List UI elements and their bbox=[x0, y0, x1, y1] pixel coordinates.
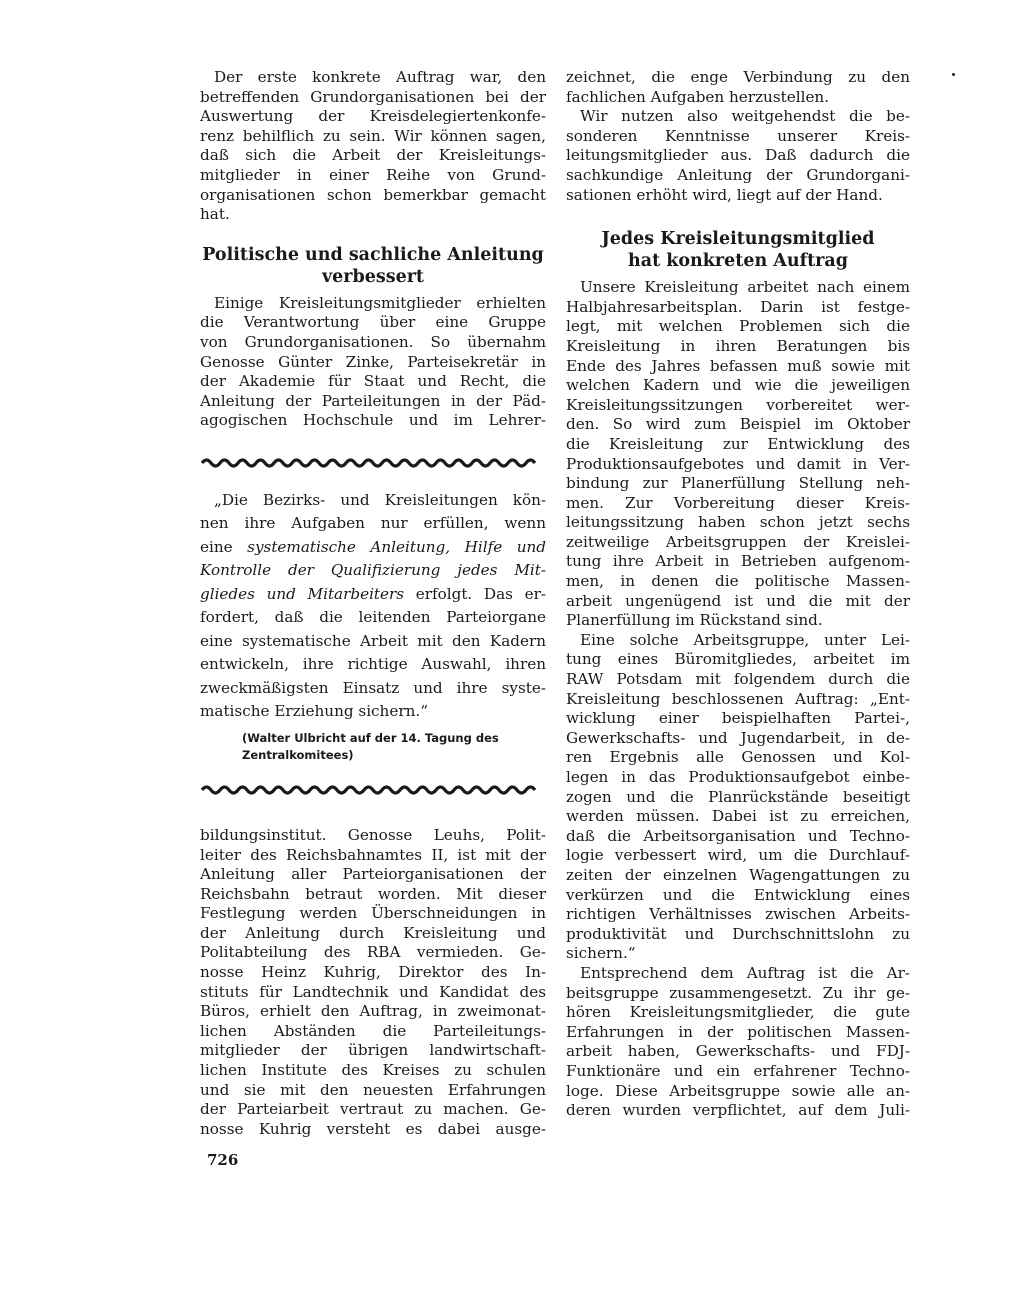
text-line: ren Ergebnis alle Genossen und Kol- bbox=[566, 748, 910, 767]
quote-line bbox=[200, 536, 546, 560]
text-line: Halbjahresarbeitsplan. Darin ist festge- bbox=[566, 297, 910, 316]
text-line: men, in denen die politische Massen- bbox=[566, 572, 910, 591]
text-line: renz behilflich zu sein. Wir können sagen, bbox=[200, 126, 546, 145]
text-line: Politabteilung des RBA vermieden. Ge- bbox=[200, 943, 546, 962]
text-line: arbeit ungenügend ist und die mit der bbox=[566, 591, 910, 610]
text-line: legt, mit welchen Problemen sich die bbox=[566, 317, 910, 336]
text-line: Funktionäre und ein erfahrener Techno- bbox=[566, 1061, 910, 1080]
paragraph bbox=[200, 826, 546, 1140]
text-line: sachkundige Anleitung der Grundorgani- bbox=[566, 165, 910, 184]
text-line: leitungsmitglieder aus. Daß dadurch die bbox=[566, 146, 910, 165]
ulbricht-quote bbox=[200, 489, 546, 764]
text-line: lichen Abständen die Parteileitungs- bbox=[200, 1021, 546, 1040]
text-line: wicklung einer beispielhaften Partei-, bbox=[566, 709, 910, 728]
wavy-divider-bottom bbox=[200, 784, 546, 796]
right-column bbox=[566, 68, 910, 1121]
text-line: Entsprechend dem Auftrag ist die Ar- bbox=[580, 963, 910, 982]
text-line: organisationen schon bemerkbar gemacht bbox=[200, 185, 546, 204]
paragraph bbox=[566, 68, 910, 107]
text-line: und sie mit den neuesten Erfahrungen bbox=[200, 1080, 546, 1099]
text-line: zeiten der einzelnen Wagengattungen zu bbox=[566, 865, 910, 884]
text-line: daß sich die Arbeit der Kreisleitungs- bbox=[200, 146, 546, 165]
text-line: sationen erhöht wird, liegt auf der Hand. bbox=[566, 185, 883, 204]
text-line: tung eines Büromitgliedes, arbeitet im bbox=[566, 650, 910, 669]
text-line: Planerfüllung im Rückstand sind. bbox=[566, 611, 823, 630]
text-line: sonderen Kenntnisse unserer Kreis- bbox=[566, 126, 910, 145]
paragraph bbox=[200, 68, 546, 225]
text-line: tung ihre Arbeit in Betrieben aufgenom- bbox=[566, 552, 910, 571]
paragraph bbox=[200, 294, 546, 431]
text-line: Wir nutzen also weitgehendst die be- bbox=[580, 107, 910, 126]
text-line: men. Zur Vorbereitung dieser Kreis- bbox=[566, 493, 910, 512]
quote-attribution: (Walter Ulbricht auf der 14. Tagung des bbox=[242, 730, 499, 745]
text-line: werden müssen. Dabei ist zu erreichen, bbox=[566, 807, 910, 826]
section-heading-politische-anleitung bbox=[200, 244, 546, 288]
text-line: loge. Diese Arbeitsgruppe sowie alle an- bbox=[566, 1081, 910, 1100]
text-line: Einige Kreisleitungsmitglieder erhielten bbox=[214, 293, 546, 312]
quote-attribution: Zentralkomitees) bbox=[242, 747, 354, 762]
paragraph bbox=[566, 278, 910, 631]
text-line: zogen und die Planrückstände beseitigt bbox=[566, 787, 910, 806]
text-line: zeichnet, die enge Verbindung zu den bbox=[566, 68, 910, 86]
heading-line: verbessert bbox=[321, 266, 425, 287]
heading-line: Jedes Kreisleitungsmitglied bbox=[601, 229, 875, 250]
text-line: daß die Arbeitsorganisation und Techno- bbox=[566, 826, 910, 845]
text-line: fachlichen Aufgaben herzustellen. bbox=[566, 87, 830, 106]
text-line: Eine solche Arbeitsgruppe, unter Lei- bbox=[580, 630, 910, 649]
text-line: betreffenden Grundorganisationen bei der bbox=[200, 87, 546, 106]
quote-emphasis: systematische Anleitung, Hilfe und bbox=[247, 537, 547, 556]
text-line: richtigen Verhältnisses zwischen Arbeits- bbox=[566, 905, 910, 924]
text-line: die Kreisleitung zur Entwicklung des bbox=[566, 434, 910, 453]
text-line: zeitweilige Arbeitsgruppen der Kreislei- bbox=[566, 532, 910, 551]
paragraph bbox=[566, 631, 910, 964]
text-line: nosse Heinz Kuhrig, Direktor des In- bbox=[200, 963, 546, 982]
text-line: Büros, erhielt den Auftrag, in zweimonat- bbox=[200, 1002, 546, 1021]
page-number: 726 bbox=[207, 1151, 239, 1169]
text-line: logie verbessert wird, um die Durchlauf- bbox=[566, 846, 910, 865]
quote-line: fordert, daß die leitenden Parteiorgane bbox=[200, 608, 546, 627]
quote-emphasis: gliedes und Mitarbeiters bbox=[200, 584, 405, 603]
quote-line bbox=[200, 583, 546, 607]
text-line: hat. bbox=[200, 205, 230, 224]
speck-mark bbox=[952, 73, 955, 76]
text-line: Produktionsaufgebotes und damit in Ver- bbox=[566, 454, 910, 473]
text-line: Ende des Jahres befassen muß sowie mit bbox=[566, 356, 910, 375]
text-line: von Grundorganisationen. So übernahm bbox=[200, 332, 546, 351]
text-line: mitglieder in einer Reihe von Grund- bbox=[200, 165, 546, 184]
quote-emphasis: Kontrolle der Qualifizierung jedes Mit- bbox=[200, 561, 546, 580]
text-line: nosse Kuhrig versteht es dabei ausge- bbox=[200, 1119, 546, 1138]
left-column bbox=[200, 68, 546, 1139]
text-line: der Akademie für Staat und Recht, die bbox=[200, 372, 546, 391]
text-line: Reichsbahn betraut worden. Mit dieser bbox=[200, 884, 546, 903]
text-line: bindung zur Planerfüllung Stellung neh- bbox=[566, 474, 910, 493]
text-line: deren wurden verpflichtet, auf dem Juli- bbox=[566, 1101, 910, 1120]
text-line: stituts für Landtechnik und Kandidat des bbox=[200, 982, 546, 1001]
text-line: der Parteiarbeit vertraut zu machen. Ge- bbox=[200, 1100, 546, 1119]
text-line: sichern.“ bbox=[566, 944, 636, 963]
text-line: welchen Kadern und wie die jeweiligen bbox=[566, 376, 910, 395]
paragraph bbox=[566, 964, 910, 1121]
text-line: Auswertung der Kreisdelegiertenkonfe- bbox=[200, 107, 546, 126]
text-line: agogischen Hochschule und im Lehrer- bbox=[200, 411, 546, 430]
text-line: verkürzen und die Entwicklung eines bbox=[566, 885, 910, 904]
text-line: Genosse Günter Zinke, Parteisekretär in bbox=[200, 352, 546, 371]
heading-line: Politische und sachliche Anleitung bbox=[202, 244, 544, 265]
text-line: den. So wird zum Beispiel im Oktober bbox=[566, 415, 910, 434]
text-line: hören Kreisleitungsmitglieder, die gute bbox=[566, 1003, 910, 1022]
quote-line bbox=[200, 559, 546, 583]
text-line: legen in das Produktionsaufgebot einbe- bbox=[566, 768, 910, 786]
quote-text: eine bbox=[200, 537, 248, 556]
text-line: Festlegung werden Überschneidungen in bbox=[200, 904, 546, 923]
text-line: lichen Institute des Kreises zu schulen bbox=[200, 1061, 546, 1080]
quote-line: nen ihre Aufgaben nur erfüllen, wenn bbox=[200, 514, 546, 533]
text-line: mitglieder der übrigen landwirtschaft- bbox=[200, 1041, 546, 1060]
text-line: leitungssitzung haben schon jetzt sechs bbox=[566, 513, 910, 532]
quote-line: zweckmäßigsten Einsatz und ihre syste- bbox=[200, 678, 546, 697]
text-line: produktivität und Durchschnittslohn zu bbox=[566, 924, 910, 943]
text-line: arbeit haben, Gewerkschafts- und FDJ- bbox=[566, 1042, 910, 1061]
quote-line: entwickeln, ihre richtige Auswahl, ihren bbox=[200, 655, 546, 674]
text-line: Der erste konkrete Auftrag war, den bbox=[214, 68, 546, 86]
quote-text: erfolgt. Das er- bbox=[404, 584, 546, 603]
quote-line: matische Erziehung sichern.“ bbox=[200, 702, 428, 721]
text-line: Kreisleitung beschlossenen Auftrag: „Ent- bbox=[566, 689, 910, 708]
text-line: Kreisleitungssitzungen vorbereitet wer- bbox=[566, 395, 910, 414]
text-line: leiter des Reichsbahnamtes II, ist mit der bbox=[200, 845, 546, 864]
section-heading-konkreter-auftrag bbox=[566, 228, 910, 272]
text-line: Erfahrungen in der politischen Massen- bbox=[566, 1022, 910, 1041]
text-line: RAW Potsdam mit folgendem durch die bbox=[566, 670, 910, 689]
text-line: Kreisleitung in ihren Beratungen bis bbox=[566, 336, 910, 355]
text-line: Unsere Kreisleitung arbeitet nach einem bbox=[580, 278, 910, 297]
text-line: bildungsinstitut. Genosse Leuhs, Polit- bbox=[200, 825, 546, 844]
text-line: beitsgruppe zusammengesetzt. Zu ihr ge- bbox=[566, 983, 910, 1002]
text-line: Anleitung aller Parteiorganisationen der bbox=[200, 865, 546, 884]
text-line: Anleitung der Parteileitungen in der Päd- bbox=[200, 391, 546, 410]
text-line: der Anleitung durch Kreisleitung und bbox=[200, 923, 546, 942]
heading-line: hat konkreten Auftrag bbox=[628, 251, 848, 272]
text-line: Gewerkschafts- und Jugendarbeit, in de- bbox=[566, 728, 910, 747]
wavy-divider-top bbox=[200, 457, 546, 469]
paragraph bbox=[566, 107, 910, 205]
quote-line: „Die Bezirks- und Kreisleitungen kön- bbox=[214, 490, 546, 509]
quote-line: eine systematische Arbeit mit den Kadern bbox=[200, 631, 546, 650]
text-line: die Verantwortung über eine Gruppe bbox=[200, 313, 546, 332]
